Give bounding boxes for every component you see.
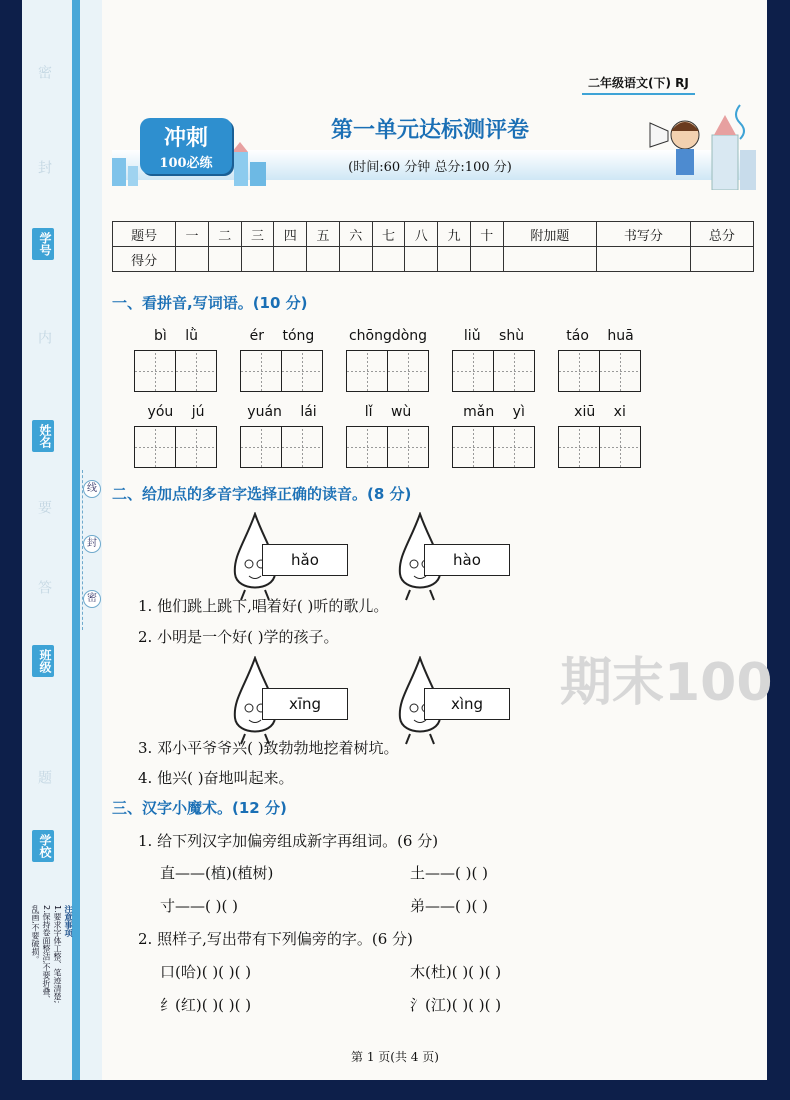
- writing-box[interactable]: [387, 426, 429, 468]
- question-text: 1. 给下列汉字加偏旁组成新字再组词。(6 分): [138, 832, 439, 850]
- word-item: [240, 328, 324, 392]
- margin-label-school: 学校: [32, 830, 54, 862]
- answer-row: 氵(江)( )( )( ): [410, 996, 502, 1014]
- word-item: [346, 328, 430, 392]
- section-title: 一、看拼音,写词语。(10 分): [112, 294, 308, 312]
- grade-tag: 二年级语文(下) RJ: [582, 72, 695, 95]
- writing-box[interactable]: [599, 350, 641, 392]
- answer-row: 寸——( )( ): [160, 897, 238, 915]
- question-text: 4. 他兴( )奋地叫起来。: [138, 769, 294, 787]
- pinyin-option-box: xìng: [424, 688, 510, 720]
- score-cell[interactable]: [405, 247, 438, 272]
- table-header-cell: 七: [372, 222, 405, 247]
- table-header-cell: 四: [274, 222, 307, 247]
- pinyin-label: liǔ shù: [463, 328, 525, 344]
- score-cell[interactable]: [339, 247, 372, 272]
- notice-line: 2.保持卷面整洁,不要折叠、: [42, 905, 51, 1004]
- cut-char: 密: [83, 590, 101, 608]
- writing-box[interactable]: [346, 350, 388, 392]
- answer-row: 土——( )( ): [410, 864, 488, 882]
- word-item: [346, 404, 430, 468]
- notice-line: 乱画,不要破损。: [31, 905, 40, 964]
- brand-logo: [140, 118, 232, 174]
- table-header-cell: 三: [241, 222, 274, 247]
- margin-ghost-char: 要: [36, 500, 52, 514]
- table-header-cell: 六: [339, 222, 372, 247]
- table-header-cell: 附加题: [503, 222, 597, 247]
- logo-line1: 冲刺: [163, 125, 208, 151]
- pinyin-label: ér tóng: [249, 328, 315, 344]
- score-cell[interactable]: [241, 247, 274, 272]
- margin-label-student-id: 学号: [32, 228, 54, 260]
- writing-box[interactable]: [599, 426, 641, 468]
- answer-row: 纟(红)( )( )( ): [160, 996, 252, 1014]
- word-item: [452, 328, 536, 392]
- cut-char: 线: [83, 480, 101, 498]
- margin-label-name: 姓名: [32, 420, 54, 452]
- score-cell[interactable]: [307, 247, 340, 272]
- pinyin-label: táo huā: [566, 328, 634, 344]
- word-item: [558, 328, 642, 392]
- score-cell[interactable]: [690, 247, 753, 272]
- writing-box[interactable]: [240, 350, 282, 392]
- pinyin-label: mǎn yì: [463, 404, 525, 420]
- table-row: [113, 222, 754, 247]
- question-text: 1. 他们跳上跳下,唱着好( )听的歌儿。: [138, 597, 389, 615]
- pinyin-label: chōngdòng: [348, 328, 428, 344]
- writing-box[interactable]: [175, 426, 217, 468]
- writing-box[interactable]: [134, 426, 176, 468]
- writing-box[interactable]: [493, 350, 535, 392]
- pinyin-option-box: hào: [424, 544, 510, 576]
- answer-row: 口(哈)( )( )( ): [160, 963, 252, 981]
- score-table: [112, 221, 754, 272]
- writing-box[interactable]: [240, 426, 282, 468]
- table-header-cell: 九: [438, 222, 471, 247]
- writing-box[interactable]: [558, 426, 600, 468]
- score-cell[interactable]: [274, 247, 307, 272]
- table-header-cell: 五: [307, 222, 340, 247]
- margin-ghost-char: 内: [36, 330, 52, 344]
- question-text: 2. 照样子,写出带有下列偏旁的字。(6 分): [138, 930, 413, 948]
- word-item: [134, 328, 218, 392]
- margin-label-class: 班级: [32, 645, 54, 677]
- word-item: [240, 404, 324, 468]
- writing-box[interactable]: [493, 426, 535, 468]
- margin-ghost-char: 题: [36, 770, 52, 784]
- table-header-cell: 二: [208, 222, 241, 247]
- pinyin-option-box: hǎo: [262, 544, 348, 576]
- table-header-cell: 题号: [113, 222, 176, 247]
- score-cell[interactable]: [208, 247, 241, 272]
- page-footer: 第 1 页(共 4 页): [351, 1050, 439, 1064]
- writing-box[interactable]: [134, 350, 176, 392]
- score-cell[interactable]: [597, 247, 691, 272]
- writing-box[interactable]: [281, 350, 323, 392]
- table-header-cell: 总分: [690, 222, 753, 247]
- score-cell[interactable]: [176, 247, 209, 272]
- logo-line2: 100必练: [159, 156, 213, 171]
- table-row-label: 得分: [113, 247, 176, 272]
- answer-row: 木(杜)( )( )( ): [410, 963, 502, 981]
- table-header-cell: 十: [470, 222, 503, 247]
- table-header-cell: 一: [176, 222, 209, 247]
- score-cell[interactable]: [372, 247, 405, 272]
- answer-row: 直——(植)(植树): [160, 864, 274, 882]
- pinyin-label: lǐ wù: [364, 404, 412, 420]
- pinyin-label: yuán lái: [247, 404, 317, 420]
- table-row: [113, 247, 754, 272]
- word-item: [452, 404, 536, 468]
- writing-box[interactable]: [387, 350, 429, 392]
- writing-box[interactable]: [281, 426, 323, 468]
- score-cell[interactable]: [470, 247, 503, 272]
- section-title: 二、给加点的多音字选择正确的读音。(8 分): [112, 485, 412, 503]
- watermark-text: 期末100: [560, 653, 773, 713]
- table-header-cell: 八: [405, 222, 438, 247]
- pinyin-label: yóu jú: [147, 404, 205, 420]
- question-text: 3. 邓小平爷爷兴( )致勃勃地挖着树坑。: [138, 739, 399, 757]
- notice-line: 1.要求字体工整、笔迹清楚;: [53, 905, 62, 1004]
- cut-char: 封: [83, 535, 101, 553]
- page-title: 第一单元达标测评卷: [330, 117, 529, 143]
- table-header-cell: 书写分: [597, 222, 691, 247]
- score-cell[interactable]: [438, 247, 471, 272]
- margin-ghost-char: 密: [36, 65, 52, 79]
- pinyin-label: bì lǜ: [154, 328, 198, 344]
- pinyin-label: xiū xi: [574, 404, 626, 420]
- word-item: [558, 404, 642, 468]
- margin-ghost-char: 答: [36, 580, 52, 594]
- question-text: 2. 小明是一个好( )学的孩子。: [138, 628, 339, 646]
- page-subtitle: (时间:60 分钟 总分:100 分): [348, 160, 512, 175]
- writing-box[interactable]: [452, 426, 494, 468]
- answer-row: 弟——( )( ): [410, 897, 488, 915]
- word-item: [134, 404, 218, 468]
- writing-box[interactable]: [346, 426, 388, 468]
- pinyin-option-box: xīng: [262, 688, 348, 720]
- score-cell[interactable]: [503, 247, 597, 272]
- writing-box[interactable]: [452, 350, 494, 392]
- notice-box: [26, 905, 74, 1030]
- margin-ghost-char: 封: [36, 160, 52, 174]
- section-title: 三、汉字小魔术。(12 分): [112, 799, 287, 817]
- writing-box[interactable]: [558, 350, 600, 392]
- notice-title: 注意事项: [64, 905, 73, 937]
- writing-box[interactable]: [175, 350, 217, 392]
- girl-megaphone-illustration-icon: [640, 95, 760, 190]
